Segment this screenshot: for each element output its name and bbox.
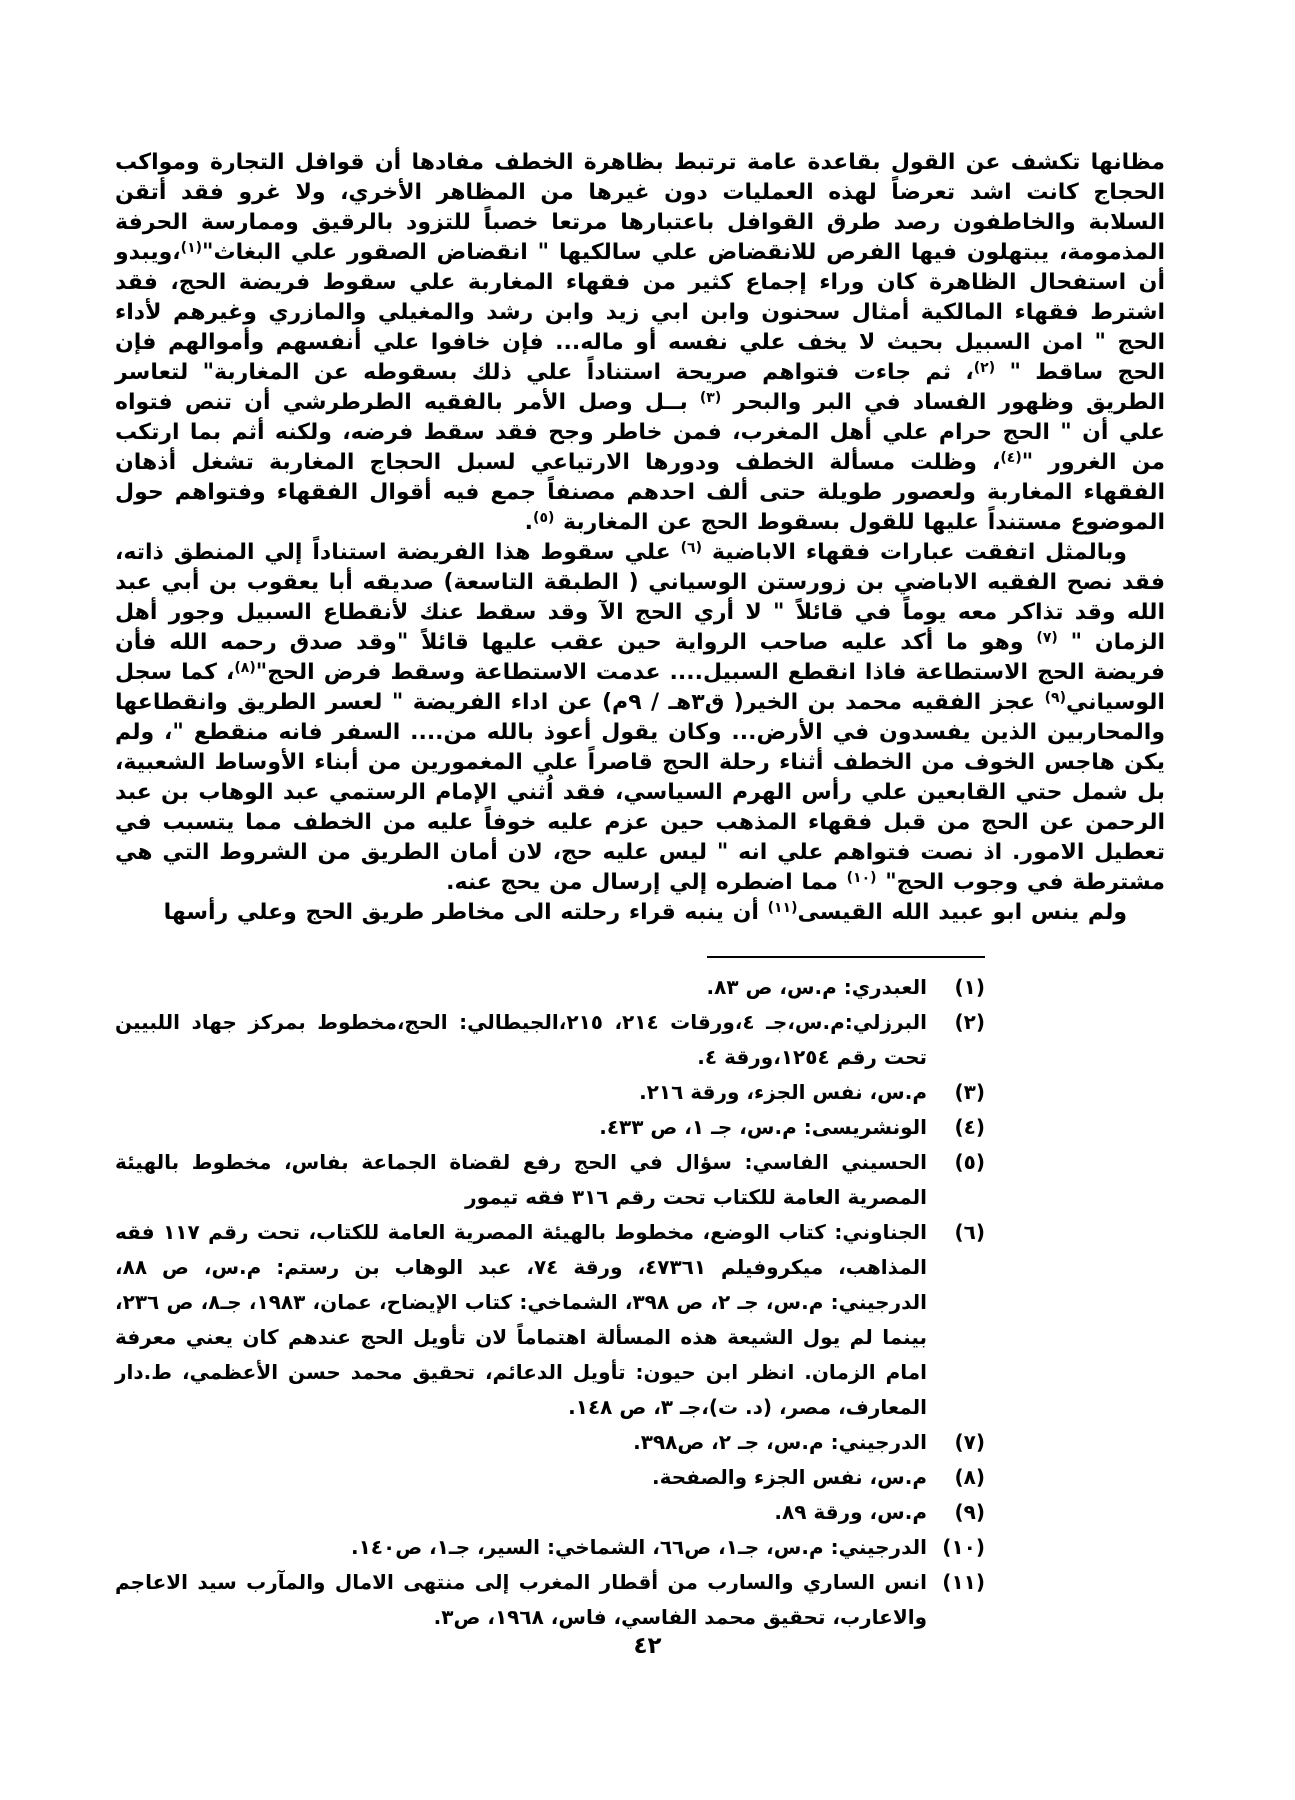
footnote-number: (٧) xyxy=(954,1430,985,1454)
footnote-item xyxy=(115,1145,985,1215)
footnote-item xyxy=(115,1005,985,1075)
footnotes-list xyxy=(115,970,985,1635)
footnote-text: الحسيني الفاسي: سؤال في الحج رفع لقضاة الجماعة بفاس، مخطوط بالهيئة المصرية العامة للكتاب تحت رقم ٣١٦ فقه تيمور xyxy=(115,1150,927,1209)
footnote-ref: (١٠) xyxy=(846,870,877,886)
text-run: ، كما سجل الوسياني xyxy=(115,660,1165,715)
footnote-item xyxy=(115,1565,985,1635)
footnote-number: (٣) xyxy=(954,1080,985,1104)
body-paragraph xyxy=(115,898,1165,928)
footnote-item xyxy=(115,1530,985,1565)
footnote-ref: (٨) xyxy=(234,660,256,676)
footnote-number: (٥) xyxy=(954,1150,985,1174)
footnote-text: الونشريسى: م.س، جـ ١، ص ٤٣٣. xyxy=(599,1115,927,1139)
footnote-ref: (٥) xyxy=(533,510,555,526)
text-run: وبالمثل اتفقت عبارات فقهاء الاباضية xyxy=(701,540,1127,565)
footnote-text: البرزلي:م.س،جـ ٤،ورقات ٢١٤، ٢١٥،الجيطالي: الحج،مخطوط بمركز جهاد اللبيين تحت رقم ١٢٥٤،ورقة ٤. xyxy=(115,1010,927,1069)
text-run: ، ثم جاءت فتواهم صريحة استناداً علي ذلك بسقوطه عن المغاربة" لتعاسر الطريق وظهور الفساد في البر والبحر xyxy=(115,360,1165,415)
text-run: . xyxy=(524,510,534,535)
page-number: ٤٢ xyxy=(633,1633,662,1659)
footnote-text: الجناوني: كتاب الوضع، مخطوط بالهيئة المصرية العامة للكتاب، تحت رقم ١١٧ فقه المذاهب، ميكروفيلم ٤٧٣٦١، ورقة ٧٤، عبد الوهاب بن رستم: م.س، ص ٨٨، الدرجيني: م.س، جـ ٢، ص ٣٩٨، الشماخي: كتاب الإيضاح، عمان، ١٩٨٣، جـ٨، ص ٢٣٦، بينما لم يول الشيعة هذه المسألة اهتماماً لان تأويل الحج عندهم كان يعني معرفة امام الزمان. انظر ابن حيون: تأويل الدعائم، تحقيق محمد حسن الأعظمي، ط.دار المعارف، مصر، (د. ت)،جـ ٣، ص ١٤٨. xyxy=(115,1220,928,1419)
footnote-number: (١) xyxy=(954,975,985,999)
footnote-item xyxy=(115,1110,985,1145)
footnote-ref: (٤) xyxy=(1000,450,1022,466)
footnote-text: انس الساري والسارب من أقطار المغرب إلى منتهى الامال والمآرب سيد الاعاجم والاعارب، تحقيق محمد الفاسي، فاس، ١٩٦٨، ص٣. xyxy=(115,1570,927,1629)
footnote-number: (٢) xyxy=(954,1010,985,1034)
footnote-text: الدرجيني: م.س، جـ١، ص٦٦، الشماخي: السير، جـ١، ص١٤٠. xyxy=(350,1535,927,1559)
footnote-ref: (٣) xyxy=(699,390,722,406)
footnote-ref: (٦) xyxy=(680,540,702,556)
footnote-item xyxy=(115,1215,985,1425)
text-run: بــل وصل الأمر بالفقيه الطرطرشي أن تنص فتواه علي أن " الحج حرام علي أهل المغرب، فمن خاطر وجح فقد سقط فرضه، ولكنه أثم بما ارتكب من الغرور " xyxy=(115,390,1165,475)
text-run: أن ينبه قراء رحلته الى مخاطر طريق الحج وعلي رأسها xyxy=(163,900,768,925)
footnote-number: (١٠) xyxy=(942,1535,985,1559)
footnote-text: م.س، ورقة ٨٩. xyxy=(774,1500,927,1524)
footnote-item xyxy=(115,1425,985,1460)
footnote-ref: (١) xyxy=(180,240,203,256)
footnote-text: م.س، نفس الجزء والصفحة. xyxy=(652,1465,927,1489)
footnote-ref: (٢) xyxy=(973,360,996,376)
footnote-text: م.س، نفس الجزء، ورقة ٢١٦. xyxy=(639,1080,927,1104)
footnote-number: (٤) xyxy=(954,1115,985,1139)
footnote-item xyxy=(115,970,985,1005)
footnote-number: (١١) xyxy=(942,1570,985,1594)
footnote-item xyxy=(115,1460,985,1495)
text-run: ولم ينس ابو عبيد الله القيسى xyxy=(797,900,1127,925)
body-paragraph xyxy=(115,148,1165,538)
footnote-ref: (١١) xyxy=(767,900,798,916)
text-run: وهو ما أكد عليه صاحب الرواية حين عقب عليها قائلاً "وقد صدق رحمه الله فأن فريضة الحج الاستطاعة فاذا انقطع السبيل.... عدمت الاستطاعة وسقط فرض الحج" xyxy=(115,630,1166,685)
body-paragraph xyxy=(115,538,1165,898)
footnote-number: (٩) xyxy=(954,1500,985,1524)
text-run: مظانها تكشف عن القول بقاعدة عامة ترتبط بظاهرة الخطف مفادها أن قوافل التجارة ومواكب الحجاج كانت اشد تعرضاً لهذه العمليات دون غيرها من المظاهر الأخري، ولا غرو فقد أتقن السلابة والخاطفون رصد طرق القوافل باعتبارها مرتعا خصباً للتزود بالرقيق وممارسة الحرفة المذمومة، يبتهلون فيها الفرص للانقضاض علي سالكيها " انقضاض الصقور علي البغاث" xyxy=(115,150,1165,265)
text-run: ، وظلت مسألة الخطف ودورها الارتياعي لسبل الحجاج المغاربة تشغل أذهان الفقهاء المغاربة ولعصور طويلة حتى ألف احدهم مصنفاً جمع فيه أقوال الفقهاء وفتواهم حول الموضوع مستنداً عليها للقول بسقوط الحج عن المغاربة xyxy=(115,450,1165,535)
text-run: ،ويبدو أن استفحال الظاهرة كان وراء إجماع كثير من فقهاء المغاربة علي سقوط فريضة الحج، فقد اشترط فقهاء المالكية أمثال سحنون وابن ابي زيد وابن رشد والمغيلي والمازري وغيرهم لأداء الحج " امن السبيل بحيث لا يخف علي نفسه أو ماله... فإن خافوا علي أنفسهم وأموالهم فإن الحج ساقط " xyxy=(115,240,1165,385)
footnote-item xyxy=(115,1495,985,1530)
footnotes-area xyxy=(115,956,1165,1635)
footnote-ref: (٩) xyxy=(1044,690,1066,706)
footnote-ref: (٧) xyxy=(1036,630,1058,646)
footnote-item xyxy=(115,1075,985,1110)
text-run: عجز الفقيه محمد بن الخير( ق٣هـ / ٩م) عن اداء الفريضة " لعسر الطريق وانقطاعها والمحاربين الذين يفسدون في الأرض... وكان يقول أعوذ بالله من.... السفر فانه منقطع "، ولم يكن هاجس الخوف من الخطف أثناء رحلة الحج قاصراً علي المغمورين من أبناء الأوساط الشعبية، بل شمل حتي القابعين علي رأس الهرم السياسي، فقد اُثني الإمام الرستمي عبد الوهاب بن عبد الرحمن عن الحج من قبل فقهاء المذهب حين عزم عليه خوفاً عليه من الخطف مما يتسبب في تعطيل الامور. اذ نصت فتواهم علي انه " ليس عليه حج، لان أمان الطريق من الشروط التي هي مشترطة في وجوب الحج" xyxy=(115,690,1165,895)
body-text xyxy=(115,148,1165,928)
text-run: مما اضطره إلي إرسال من يحج عنه. xyxy=(446,870,847,895)
footnote-text: الدرجيني: م.س، جـ ٢، ص٣٩٨. xyxy=(633,1430,927,1454)
footnote-text: العبدري: م.س، ص ٨٣. xyxy=(706,975,927,999)
footnote-number: (٨) xyxy=(954,1465,985,1489)
footnote-separator xyxy=(707,956,985,958)
footnote-number: (٦) xyxy=(954,1220,985,1244)
text-run: علي سقوط هذا الفريضة استناداً إلي المنطق ذاته، فقد نصح الفقيه الاباضي بن زورستن الوسياني ( الطبقة التاسعة) صديقه أبا يعقوب بن أبي عبد الله وقد تذاكر معه يوماً في قائلاً " لا أري الحج الآ وقد سقط عنك لأنقطاع السبيل وجور أهل الزمان " xyxy=(115,540,1165,655)
